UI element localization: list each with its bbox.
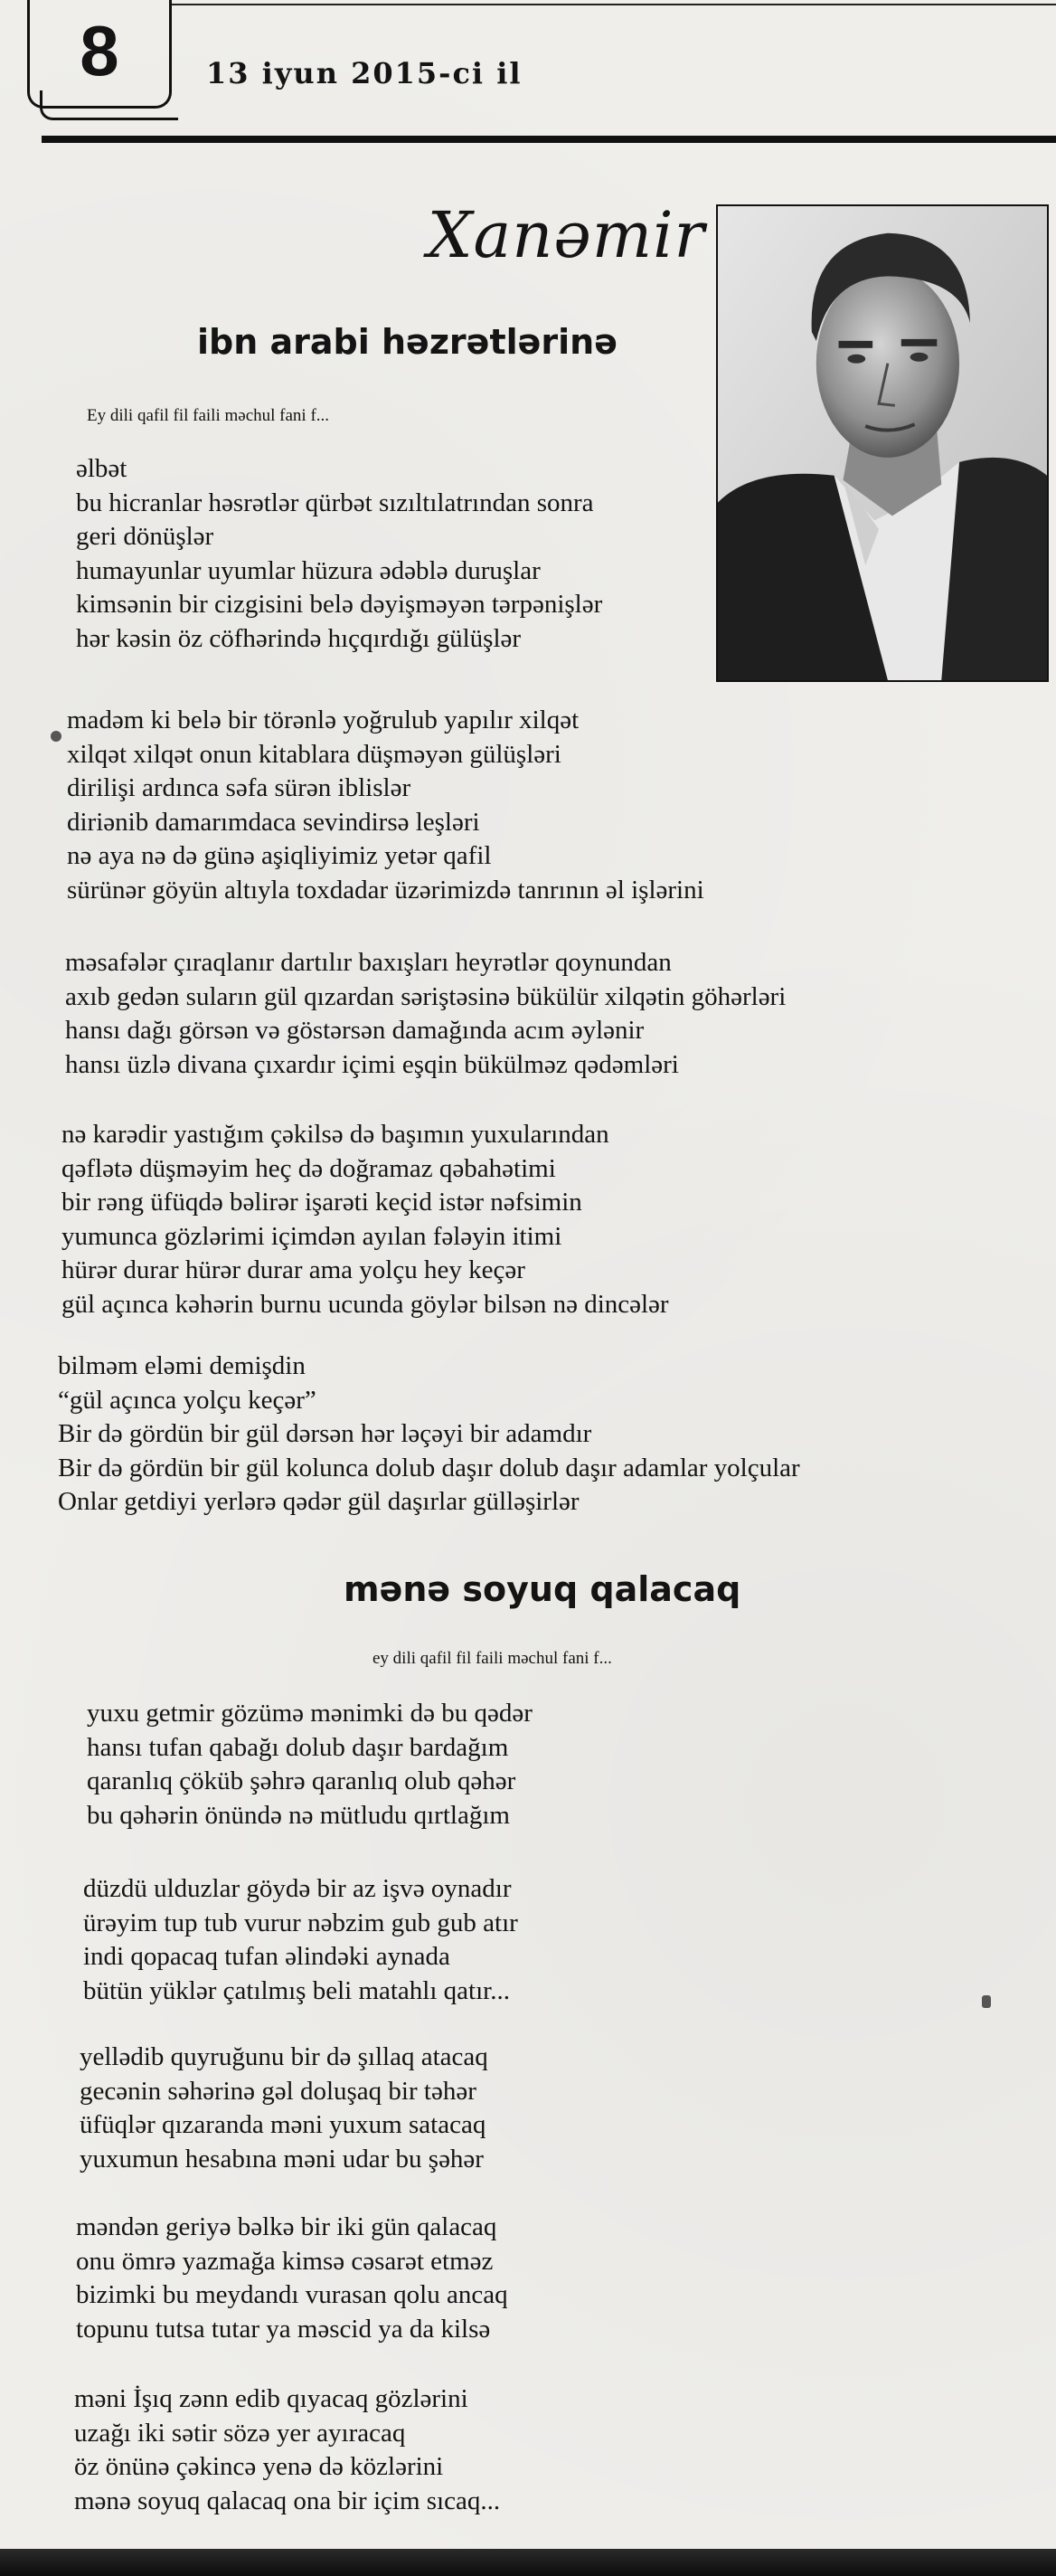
- poem-line: yellədib quyruğunu bir də şıllaq atacaq: [80, 2042, 488, 2071]
- author-portrait-image: [718, 206, 1047, 680]
- poem-line: xilqət xilqət onun kitablara düşməyən gülüşləri: [67, 739, 561, 769]
- stanza: [67, 704, 704, 907]
- stanza: [65, 946, 786, 1082]
- poem-line: hər kəsin öz cöfhərində hıçqırdığı gülüşlər: [76, 623, 522, 653]
- poem-line: gecənin səhərinə gəl doluşaq bir təhər: [80, 2076, 476, 2106]
- poem-line: bu qəhərin önündə nə mütludu qırtlağım: [87, 1800, 510, 1830]
- poem-epigraph: ey dili qafil fil faili məchul fani f...: [372, 1649, 612, 1668]
- poem-line: bizimki bu meydandı vurasan qolu ancaq: [76, 2280, 508, 2309]
- stanza: [87, 1697, 533, 1833]
- stanza: [74, 2382, 500, 2518]
- stanza: [80, 2041, 488, 2176]
- poem-line: mənə soyuq qalacaq ona bir içim sıcaq...: [74, 2486, 501, 2515]
- poem-line: hansı dağı görsən və göstərsən damağında acım əylənir: [65, 1016, 645, 1045]
- poem-line: məni İşıq zənn edib qıyacaq gözlərini: [74, 2384, 468, 2413]
- issue-date: 13 iyun 2015-ci il: [206, 56, 523, 90]
- page-bottom-edge: [0, 2549, 1056, 2576]
- stanza: [76, 452, 602, 656]
- poem-line: nə aya nə də günə aşiqliyimiz yetər qafil: [67, 841, 492, 870]
- poem-line: sürünər göyün altıyla toxdadar üzərimizdə tanrının əl işlərini: [67, 875, 704, 904]
- author-name: Xanəmir: [427, 198, 705, 272]
- poem-line: hansı tufan qabağı dolub daşır bardağım: [87, 1732, 509, 1762]
- stanza: [61, 1118, 669, 1321]
- poem-line: kimsənin bir cizgisini belə dəyişməyən tərpənişlər: [76, 590, 603, 619]
- poem-title: mənə soyuq qalacaq: [344, 1569, 741, 1609]
- poem-line: qaranlıq çöküb şəhrə qaranlıq olub qəhər: [87, 1766, 516, 1795]
- poem-line: uzağı iki sətir sözə yer ayıracaq: [74, 2418, 406, 2448]
- poem-line: Bir də gördün bir gül dərsən hər ləçəyi bir adamdır: [58, 1419, 592, 1448]
- poem-line: yumunca gözlərimi içimdən ayılan fələyin itimi: [61, 1221, 562, 1251]
- poem-line: gül açınca kəhərin burnu ucunda göylər bilsən nə dincələr: [61, 1289, 669, 1319]
- poem-line: məndən geriyə bəlkə bir iki gün qalacaq: [76, 2212, 497, 2241]
- poem-line: Bir də gördün bir gül kolunca dolub daşır dolub daşır adamlar yolçular: [58, 1453, 800, 1482]
- poem-line: diriənib damarımdaca sevindirsə leşləri: [67, 807, 480, 837]
- poem-line: yuxu getmir gözümə mənimki də bu qədər: [87, 1699, 533, 1728]
- poem-epigraph: Ey dili qafil fil faili məchul fani f...: [87, 406, 330, 425]
- poem-line: dirilişi ardınca səfa sürən iblislər: [67, 773, 411, 802]
- poem-line: bilməm eləmi demişdin: [58, 1351, 306, 1380]
- header-rule: [42, 136, 1056, 143]
- poem-line: məsafələr çıraqlanır dartılır baxışları heyrətlər qoynundan: [65, 948, 672, 977]
- poem-line: humayunlar uyumlar hüzura ədəblə duruşlar: [76, 555, 541, 585]
- stanza: [83, 1872, 518, 2008]
- poem-line: topunu tutsa tutar ya məscid ya da kilsə: [76, 2314, 491, 2344]
- poem-line: qəflətə düşməyim heç də doğramaz qəbahətimi: [61, 1153, 556, 1183]
- poem-line: axıb gedən suların gül qızardan səriştəsinə bükülür xilqətin göhərləri: [65, 981, 787, 1011]
- poem-line: “gül açınca yolçu keçər”: [58, 1385, 316, 1415]
- poem-line: əlbət: [76, 454, 127, 483]
- poem-line: üfüqlər qızaranda məni yuxum satacaq: [80, 2110, 486, 2139]
- poem-line: ürəyim tup tub vurur nəbzim gub gub atır: [83, 1908, 518, 1937]
- print-speck: [982, 1995, 991, 2008]
- poem-line: bir rəng üfüqdə bəlirər işarəti keçid istər nəfsimin: [61, 1188, 582, 1217]
- poem-line: nə karədir yastığım çəkilsə də başımın yuxularından: [61, 1120, 609, 1149]
- poem-line: indi qopacaq tufan əlindəki aynada: [83, 1942, 450, 1971]
- poem-line: geri dönüşlər: [76, 522, 214, 551]
- author-photo: [716, 204, 1049, 682]
- poem-line: yuxumun hesabına məni udar bu şəhər: [80, 2144, 484, 2174]
- poem-line: onu ömrə yazmağa kimsə cəsarət etməz: [76, 2246, 494, 2276]
- print-speck: [51, 731, 61, 742]
- stanza: [76, 2211, 508, 2346]
- poem-line: bütün yüklər çatılmış beli matahlı qatır...: [83, 1975, 510, 2005]
- poem-line: öz önünə çəkincə yenə də közlərini: [74, 2452, 444, 2481]
- poem-line: hürər durar hürər durar ama yolçu hey keçər: [61, 1255, 525, 1284]
- stanza: [58, 1350, 800, 1520]
- poem-title: ibn arabi həzrətlərinə: [197, 322, 618, 362]
- poem-line: bu hicranlar həsrətlər qürbət sızıltılatrından sonra: [76, 488, 594, 517]
- poem-line: düzdü ulduzlar göydə bir az işvə oynadır: [83, 1874, 512, 1903]
- poem-line: madəm ki belə bir törənlə yoğrulub yapılır xilqət: [67, 706, 580, 734]
- header-top-line: [172, 4, 1056, 5]
- poem-line: Onlar getdiyi yerlərə qədər gül daşırlar gülləşirlər: [58, 1487, 580, 1516]
- poem-line: hansı üzlə divana çıxardır içimi eşqin bükülməz qədəmləri: [65, 1049, 679, 1079]
- page-number: 8: [80, 11, 119, 90]
